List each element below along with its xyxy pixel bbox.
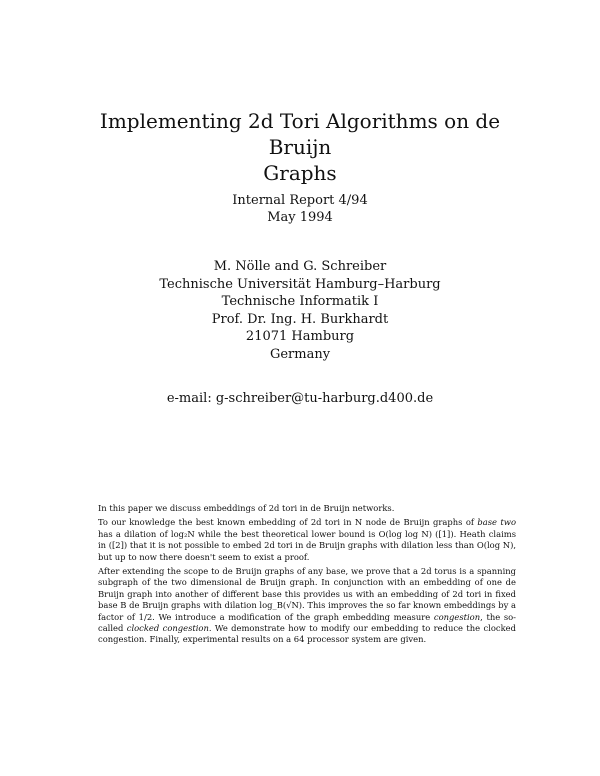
abstract-emphasis: clocked congestion <box>126 623 209 634</box>
abstract-text: has a dilation of log₂N while the best theoretical lower bound is O(log log N) ([1]). Heath claims in ([2]) that it is not possible to embed 2d tori in de Bruijn graphs with dilation less than O(log N), but up to now there doesn't seem to exist a proof. <box>98 528 516 562</box>
title-line-1: Implementing 2d Tori Algorithms on de Bruijn <box>99 109 501 159</box>
paper-title <box>0 108 600 186</box>
author-city: 21071 Hamburg <box>245 329 355 344</box>
author-country: Germany <box>269 346 331 362</box>
abstract <box>98 503 516 649</box>
abstract-text: . We demonstrate how to modify our embedding to reduce the clocked congestion. Finally, experimental results on a 64 processor system are given. <box>98 623 516 645</box>
abstract-text: , the so-called <box>98 611 517 634</box>
report-info <box>0 192 600 226</box>
contact-email: e-mail: g-schreiber@tu-harburg.d400.de <box>166 391 434 406</box>
author-professor: Prof. Dr. Ing. H. Burkhardt <box>211 311 389 327</box>
author-block <box>0 258 600 363</box>
report-date: May 1994 <box>267 210 333 225</box>
abstract-paragraph-1: In this paper we discuss embeddings of 2d tori in de Bruijn networks. <box>98 503 395 513</box>
author-department: Technische Informatik I <box>221 294 379 309</box>
abstract-paragraph-2 <box>98 517 516 563</box>
author-affiliation: Technische Universität Hamburg–Harburg <box>159 276 441 292</box>
abstract-text: After extending the scope to de Bruijn graphs of any base, we prove that a 2d torus is a spanning subgraph of the two dimensional de Bruijn graph. In conjunction with an embedding of one de Bruijn graph into another of different base this provides us with an embedding of 2d tori in fixed base B de Bruijn graphs with dilation log_B(√N). This improves the so far known embeddings by a factor of 1/2. We introduce a modification of the graph embedding measure <box>98 566 516 622</box>
title-line-2: Graphs <box>263 161 337 185</box>
abstract-emphasis: congestion <box>433 611 481 622</box>
abstract-emphasis: base two <box>477 517 516 528</box>
abstract-text: To our knowledge the best known embedding of 2d tori in N node de Bruijn graphs of <box>98 517 478 528</box>
author-names: M. Nölle and G. Schreiber <box>213 259 387 274</box>
report-number: Internal Report 4/94 <box>232 193 368 208</box>
abstract-paragraph-3 <box>98 566 516 646</box>
